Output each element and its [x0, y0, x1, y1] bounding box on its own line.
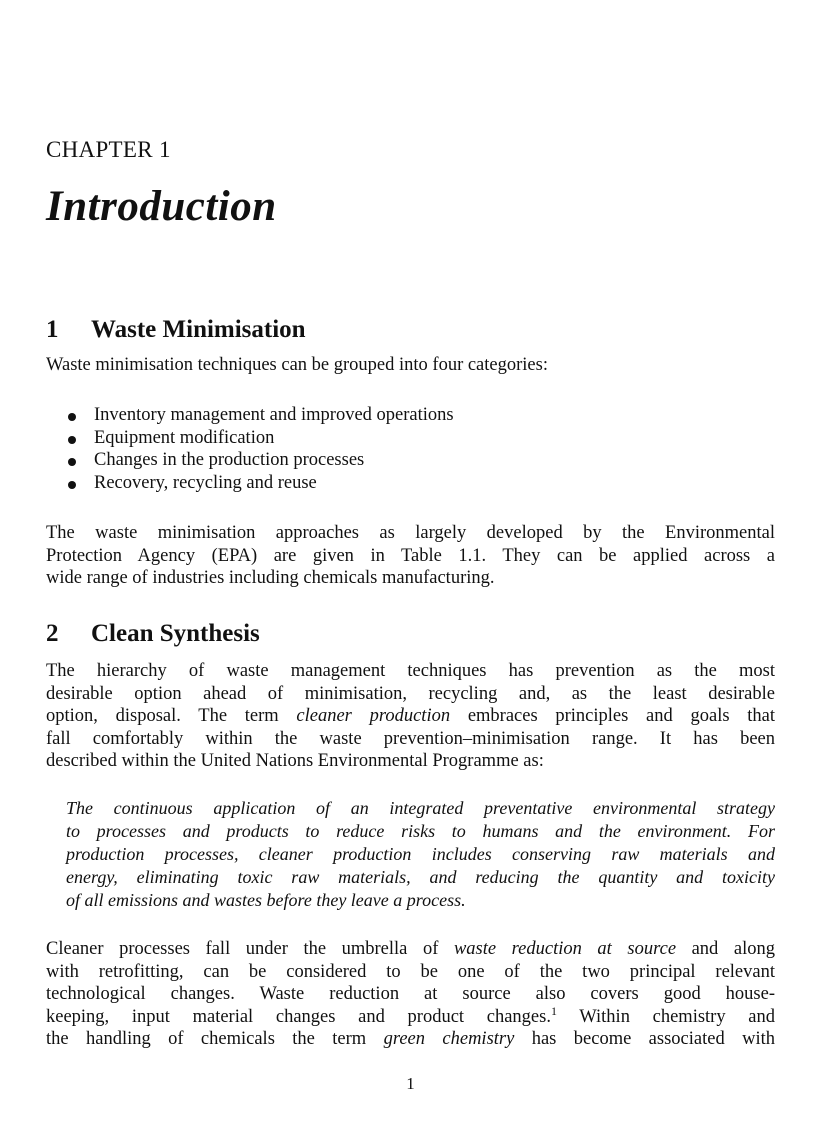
section-number: 1 [46, 316, 59, 343]
section2-paragraph-1 [46, 660, 775, 773]
text-line: Waste minimisation techniques can be grouped into four categories: [46, 355, 548, 375]
section-number: 2 [46, 620, 59, 647]
bullet-list [66, 404, 454, 494]
list-item-text: Recovery, recycling and reuse [94, 472, 317, 493]
quote-line: production processes, cleaner production includes conserving raw materials and [66, 844, 775, 864]
text-line: with retrofitting, can be considered to be one of the two principal relevant [46, 961, 775, 982]
emphasis-text: green chemistry [383, 1029, 515, 1050]
section2-paragraph-2 [46, 938, 775, 1051]
list-item [66, 449, 454, 472]
text-line: The waste minimisation approaches as largely developed by the Environmental [46, 523, 775, 543]
text-line: technological changes. Waste reduction at source also covers good house- [46, 984, 775, 1005]
section1-intro [46, 354, 775, 377]
text-line: wide range of industries including chemicals manufacturing. [46, 568, 495, 589]
quote-line: energy, eliminating toxic raw materials, and reducing the quantity and toxicity [66, 867, 775, 887]
text-line: the handling of chemicals the term green chemistry has become associated with [46, 1029, 775, 1050]
text-line: keeping, input material changes and product changes.$^1$ Within chemistry and [46, 1003, 775, 1027]
section1-paragraph [46, 522, 775, 590]
text-line: desirable option ahead of minimisation, recycling and, as the least desirable [46, 683, 775, 704]
bullet-icon [68, 413, 76, 421]
footnote-ref: 1 [550, 1003, 557, 1018]
text-line: option, disposal. The term cleaner production embraces principles and goals that [46, 706, 775, 727]
quote-line: of all emissions and wastes before they leave a process. [66, 890, 466, 910]
bullet-icon [68, 458, 76, 466]
list-item-text: Changes in the production processes [94, 450, 365, 471]
section-heading-waste-minimisation [46, 316, 306, 344]
bullet-icon [68, 481, 76, 489]
quote-line: to processes and products to reduce risks to humans and the environment. For [66, 821, 775, 841]
text-line: fall comfortably within the waste prevention–minimisation range. It has been [46, 728, 775, 749]
list-item-text: Inventory management and improved operations [94, 405, 454, 425]
section-title: Clean Synthesis [91, 620, 260, 647]
section-heading-clean-synthesis [46, 620, 260, 648]
section-title: Waste Minimisation [91, 316, 306, 343]
bullet-icon [68, 436, 76, 444]
text-line: described within the United Nations Environmental Programme as: [46, 751, 544, 772]
chapter-label: CHAPTER 1 [46, 137, 171, 162]
list-item [66, 427, 454, 450]
chapter-title: Introduction [46, 183, 277, 230]
list-item-text: Equipment modification [94, 427, 275, 448]
emphasis-text: cleaner production [296, 706, 451, 727]
list-item [66, 404, 454, 427]
text-line: Protection Agency (EPA) are given in Table 1.1. They can be applied across a [46, 545, 775, 566]
emphasis-text: waste reduction at source [453, 939, 677, 959]
page-number: 1 [406, 1074, 415, 1093]
quote-line: The continuous application of an integrated preventative environmental strategy [66, 798, 775, 818]
text-line: Cleaner processes fall under the umbrella of waste reduction at source and along [46, 939, 775, 959]
text-line: The hierarchy of waste management techniques has prevention as the most [46, 661, 775, 681]
block-quote [66, 797, 775, 912]
list-item [66, 472, 454, 495]
